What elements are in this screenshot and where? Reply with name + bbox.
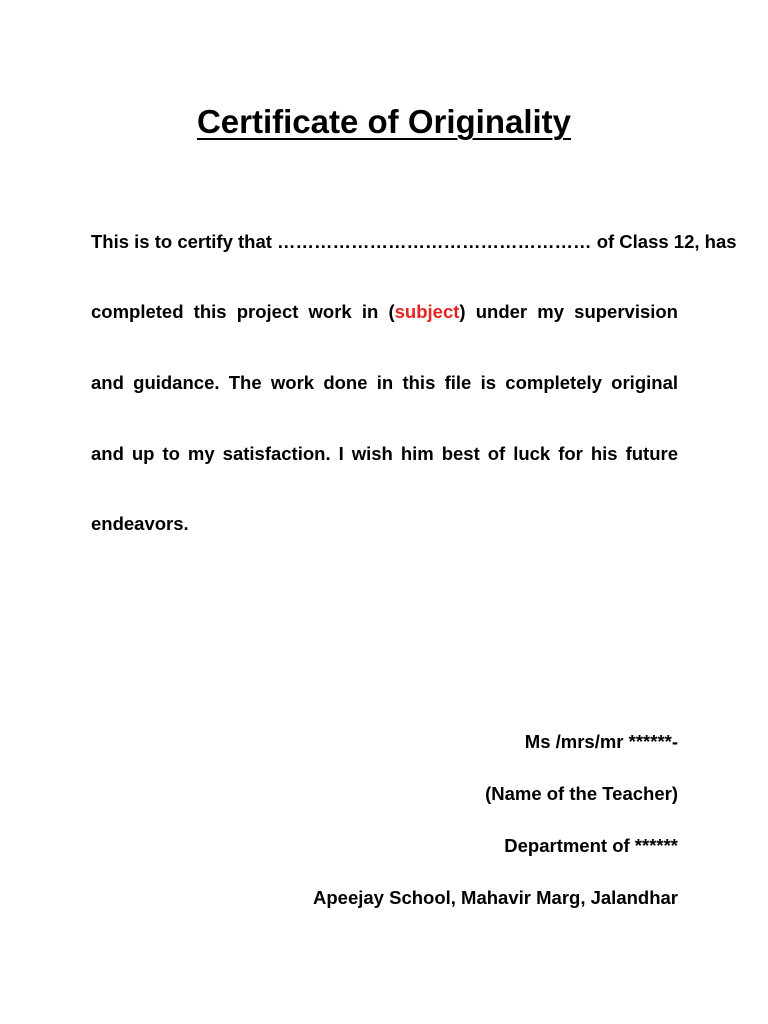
paragraph-line-2 (91, 299, 678, 325)
certificate-title (0, 98, 768, 146)
paragraph-line-2-before: completed this project work in ( (91, 301, 395, 322)
paragraph-line-3: and guidance. The work done in this file is completely original (91, 372, 678, 393)
certificate-title-text: Certificate of Originality (196, 103, 572, 140)
subject-placeholder: subject (394, 301, 460, 322)
signature-school: Apeejay School, Mahavir Marg, Jalandhar (313, 887, 678, 908)
paragraph-line-2-after: ) under my supervision (459, 301, 678, 322)
paragraph-line-4: and up to my satisfaction. I wish him best of luck for his future (91, 443, 678, 464)
signature-department: Department of ****** (504, 835, 678, 856)
paragraph-line-1: This is to certify that …………………………………………… of Class 12, has (91, 231, 737, 252)
paragraph-line-5: endeavors. (91, 513, 189, 534)
signature-salutation: Ms /mrs/mr ******- (524, 731, 678, 752)
signature-teacher-name: (Name of the Teacher) (485, 783, 678, 804)
